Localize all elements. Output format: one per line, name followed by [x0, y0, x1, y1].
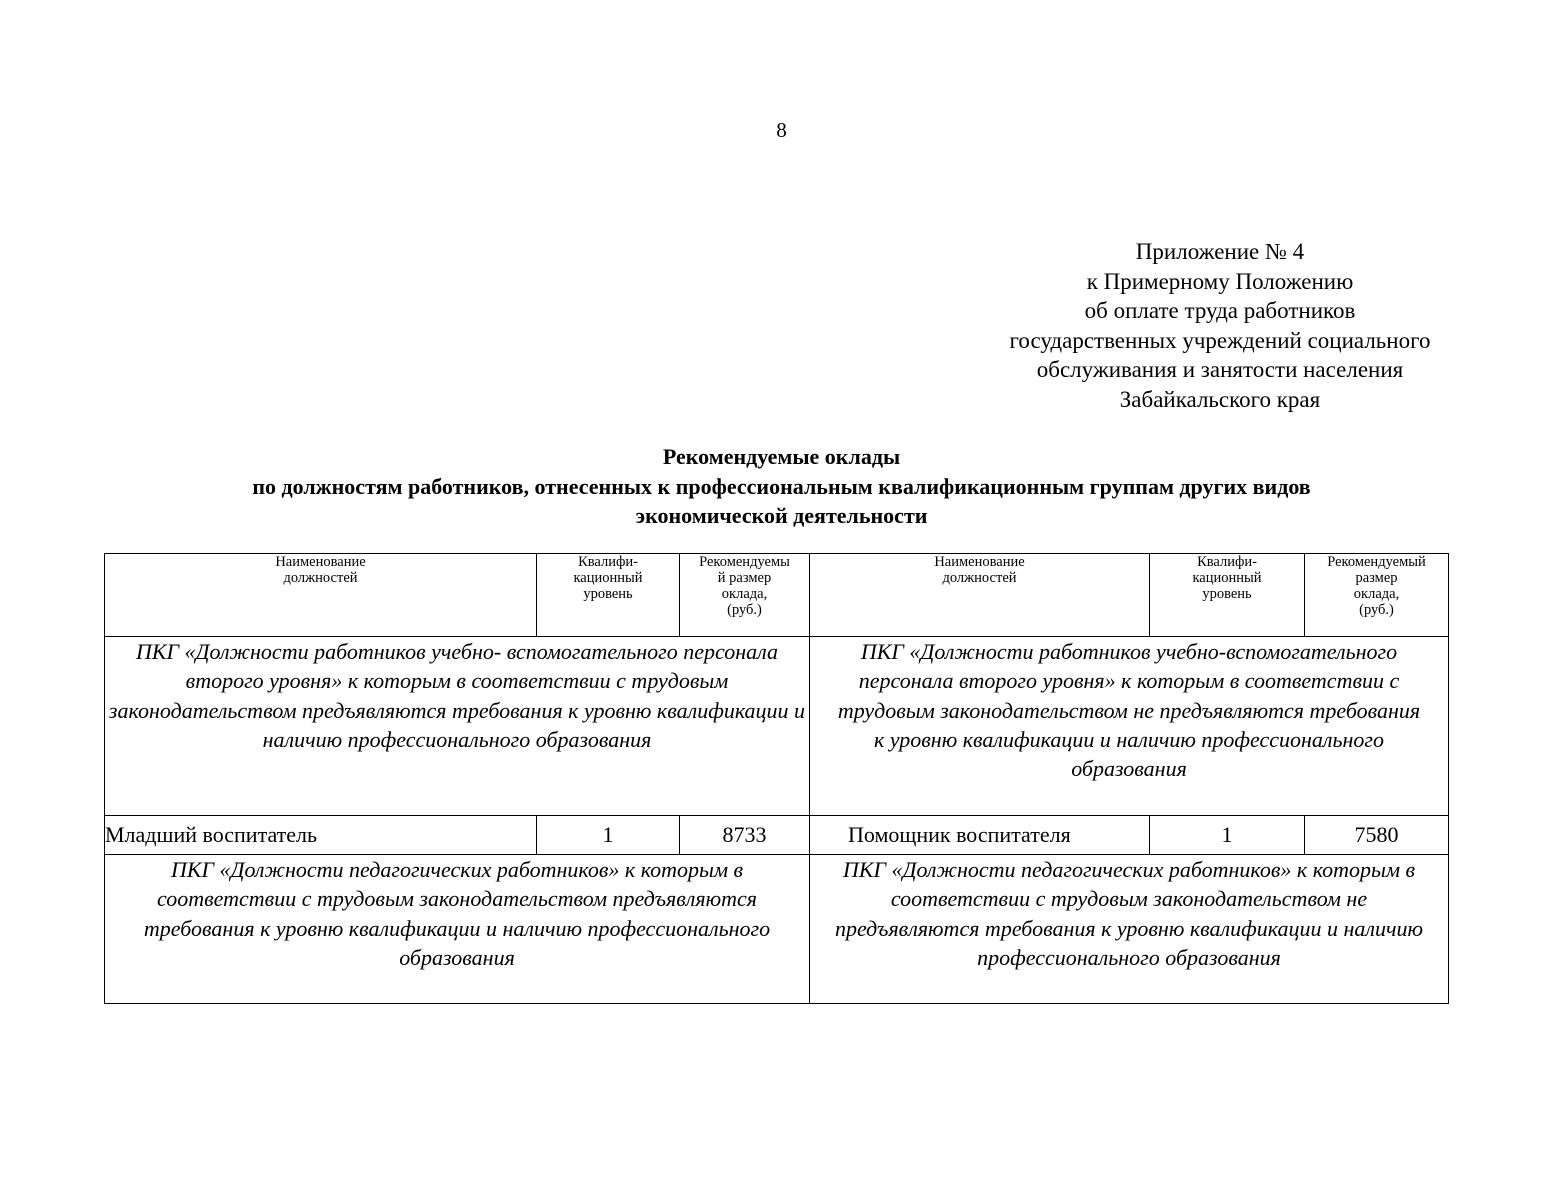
appendix-line: Забайкальского края — [1119, 386, 1321, 412]
header-level-right — [1150, 554, 1305, 637]
group1-left: ПКГ «Должности работников учебно- вспомогательного персонала второго уровня» к которым в соответствии с трудовым законодательством предъявляются требования к уровню квалификации и наличию профессионального образования — [105, 637, 810, 816]
appendix-line: Приложение № 4 — [1135, 239, 1305, 264]
group2-right: ПКГ «Должности педагогических работников» к которым в соответствии с трудовым законодательством не предъявляются требования к уровню квалификации и наличию профессионального образования — [810, 855, 1449, 1004]
appendix-header — [975, 237, 1465, 414]
appendix-line: об оплате труда работников — [1084, 298, 1356, 323]
document-title — [0, 442, 1551, 531]
title-line: Рекомендуемые оклады — [662, 444, 901, 469]
position-name-right: Помощник воспитателя — [810, 816, 1150, 855]
title-line: экономической деятельности — [635, 503, 928, 528]
header-name-right — [810, 554, 1150, 637]
header-salary-right — [1305, 554, 1449, 637]
header-text: Наименование должностей — [934, 554, 1025, 586]
position-name-left: Младший воспитатель — [105, 816, 537, 855]
appendix-line: государственных учреждений социального — [1009, 327, 1431, 353]
header-name-left — [105, 554, 537, 637]
salary-left: 8733 — [680, 816, 810, 855]
appendix-line: к Примерному Положению — [1086, 268, 1354, 294]
appendix-line: обслуживания и занятости населения — [1036, 357, 1404, 382]
group1-right: ПКГ «Должности работников учебно-вспомогательного персонала второго уровня» к которым в соответствии с трудовым законодательством не предъявляются требования к уровню квалификации и наличию профессионального образования — [810, 637, 1449, 816]
qualification-level-left: 1 — [537, 816, 680, 855]
salary-table — [104, 553, 1449, 1004]
qualification-level-right: 1 — [1150, 816, 1305, 855]
table-row — [105, 816, 1449, 855]
header-text: Наименование должностей — [275, 554, 366, 586]
group2-left: ПКГ «Должности педагогических работников» к которым в соответствии с трудовым законодательством предъявляются требования к уровню квалификации и наличию профессионального образования — [105, 855, 810, 1004]
title-line: по должностям работников, отнесенных к профессиональным квалификационным группам других видов — [252, 473, 1311, 499]
header-text: Рекомендуемый размер оклада, (руб.) — [1327, 554, 1426, 618]
page-number: 8 — [776, 118, 787, 142]
header-level-left — [537, 554, 680, 637]
header-text: Квалифи- кационный уровень — [573, 554, 643, 602]
group-row-2 — [105, 855, 1449, 1004]
salary-right: 7580 — [1305, 816, 1449, 855]
group-row-1 — [105, 637, 1449, 816]
header-text: Рекомендуемы й размер оклада, (руб.) — [699, 554, 790, 618]
header-text: Квалифи- кационный уровень — [1192, 554, 1262, 602]
header-salary-left — [680, 554, 810, 637]
table-header-row — [105, 554, 1449, 637]
